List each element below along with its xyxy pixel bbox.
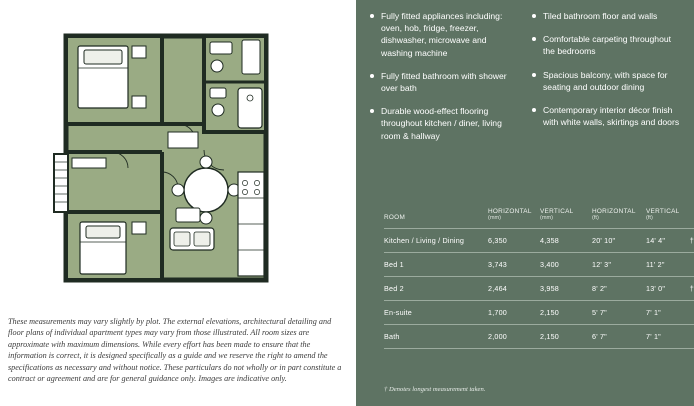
table-row (384, 301, 694, 325)
features-column-left (370, 10, 520, 153)
column-header-label: HORIZONTAL (592, 208, 636, 215)
cell-vertical-mm: 2,150 (540, 301, 592, 325)
cell-vertical-ft (646, 301, 694, 325)
cell-vertical-ft (646, 325, 694, 349)
feature-item: Spacious balcony, with space for seating and outdoor dining (532, 69, 682, 93)
feature-item: Tiled bathroom floor and walls (532, 10, 682, 22)
cell-horizontal-mm: 1,700 (488, 301, 540, 325)
dagger-marker: † (689, 284, 694, 293)
balcony-area (54, 154, 68, 212)
column-header-unit: (ft) (646, 215, 653, 221)
cell-value: 14' 4" (646, 236, 666, 245)
cell-room: Kitchen / Living / Dining (384, 229, 488, 253)
column-header-vertical-ft (646, 208, 694, 229)
column-header-horizontal-ft (592, 208, 646, 229)
specification-panel (356, 0, 694, 406)
table-footnote: † Denotes longest measurement taken. (384, 386, 486, 393)
column-header-unit: (mm) (488, 215, 502, 221)
cell-horizontal-ft: 20' 10" (592, 229, 646, 253)
table-row (384, 277, 694, 301)
table-header-row (384, 208, 694, 229)
column-header-label: HORIZONTAL (488, 208, 532, 215)
column-header-label: ROOM (384, 214, 406, 221)
cell-vertical-mm: 3,400 (540, 253, 592, 277)
measurements-table (384, 208, 694, 349)
cell-horizontal-mm: 2,464 (488, 277, 540, 301)
column-header-unit: (ft) (592, 215, 599, 221)
cell-vertical-mm: 3,958 (540, 277, 592, 301)
feature-item: Fully fitted bathroom with shower over bath (370, 70, 520, 94)
cell-horizontal-ft: 8' 2" (592, 277, 646, 301)
feature-item: Durable wood-effect flooring throughout kitchen / diner, living room & hallway (370, 105, 520, 142)
column-header-label: VERTICAL (540, 208, 574, 215)
feature-item: Fully fitted appliances including: oven, hob, fridge, freezer, dishwasher, microwave and washing machine (370, 10, 520, 59)
cell-horizontal-ft: 6' 7" (592, 325, 646, 349)
table-row (384, 229, 694, 253)
feature-item: Comfortable carpeting throughout the bedrooms (532, 33, 682, 57)
cell-horizontal-ft: 12' 3" (592, 253, 646, 277)
cell-vertical-mm: 4,358 (540, 229, 592, 253)
cell-horizontal-mm: 6,350 (488, 229, 540, 253)
cell-horizontal-mm: 2,000 (488, 325, 540, 349)
column-header-room (384, 208, 488, 229)
cell-vertical-mm: 2,150 (540, 325, 592, 349)
cell-value: 13' 0" (646, 284, 666, 293)
features-column-right (532, 10, 682, 153)
cell-value: 7' 1" (646, 308, 661, 317)
table-row (384, 253, 694, 277)
cell-vertical-ft (646, 253, 694, 277)
cell-vertical-ft (646, 277, 694, 301)
dagger-marker: † (689, 236, 694, 245)
column-header-vertical-mm (540, 208, 592, 229)
cell-horizontal-ft: 5' 7" (592, 301, 646, 325)
cell-room: En-suite (384, 301, 488, 325)
apartment-floor-plan (52, 22, 314, 298)
cell-horizontal-mm: 3,743 (488, 253, 540, 277)
table-row (384, 325, 694, 349)
cell-room: Bath (384, 325, 488, 349)
cell-room: Bed 1 (384, 253, 488, 277)
kitchen-units (238, 172, 264, 276)
cell-room: Bed 2 (384, 277, 488, 301)
features-list (370, 10, 682, 153)
column-header-unit: (mm) (540, 215, 554, 221)
column-header-label: VERTICAL (646, 208, 680, 215)
legal-disclaimer: These measurements may vary slightly by plot. The external elevations, architectural detailing and floor plans of individual apartment types may vary from those illustrated. All room sizes are approximate with maximum dimensions. While every effort has been made to ensure that the information is correct, it is designed specifically as a guide and we reserve the right to amend the specifications as necessary and without notice. These particulars do not wholly or in part constitute a contract or agreement and are for general guidance only. Images are indicative only. (8, 317, 342, 384)
floorplan-svg (52, 22, 314, 298)
cell-vertical-ft (646, 229, 694, 253)
cell-value: 11' 2" (646, 260, 665, 269)
cell-value: 7' 1" (646, 332, 661, 341)
feature-item: Contemporary interior décor finish with white walls, skirtings and doors (532, 104, 682, 128)
column-header-horizontal-mm (488, 208, 540, 229)
